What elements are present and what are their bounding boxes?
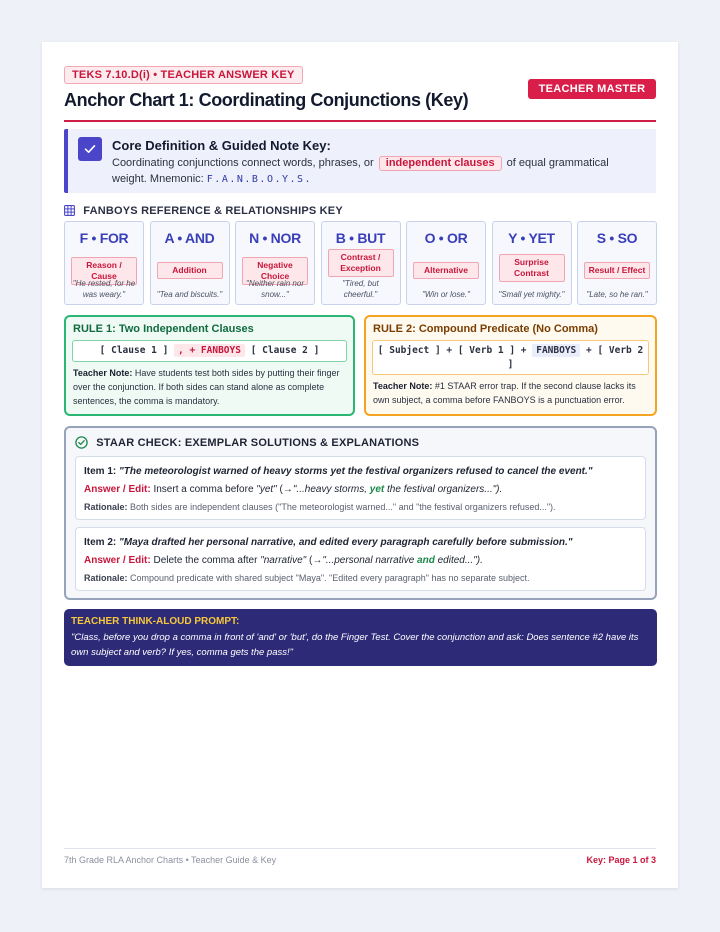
item-question: "The meteorologist warned of heavy storms yet the festival organizers refused to cancel the event." xyxy=(119,466,593,477)
item-rationale-line xyxy=(84,572,637,585)
answer-word: "narrative" xyxy=(260,555,307,566)
formula-clause-2: [ Clause 2 ] xyxy=(250,345,320,356)
formula-clause-1: [ Clause 1 ] xyxy=(99,345,169,356)
answer-word: "yet" xyxy=(256,484,277,495)
definition-box xyxy=(64,129,656,193)
answer-quote-end: edited..."). xyxy=(437,555,483,566)
card-relation: Surprise Contrast xyxy=(499,254,565,282)
answer-label: Answer / Edit: xyxy=(84,555,151,566)
fanboys-cards xyxy=(64,221,657,305)
card-yet xyxy=(492,221,572,305)
answer-label: Answer / Edit: xyxy=(84,484,151,495)
answer-conjunction: yet xyxy=(369,484,385,495)
rule-2-formula xyxy=(372,340,649,375)
item-question-line xyxy=(84,536,637,549)
think-aloud-box xyxy=(64,609,657,666)
check-circle-icon xyxy=(75,436,88,449)
definition-heading: Core Definition & Guided Note Key: xyxy=(112,138,331,153)
card-or xyxy=(406,221,486,305)
card-relation: Alternative xyxy=(413,262,479,279)
note-text: #1 STAAR error trap. If the second clause lacks its own subject, a comma before FANBOYS is a punctuation error. xyxy=(373,381,636,405)
card-relation: Negative Choice xyxy=(242,257,308,285)
definition-text xyxy=(112,155,642,188)
check-icon xyxy=(78,137,102,161)
answer-conjunction: and xyxy=(417,555,435,566)
answer-arrow: (→ xyxy=(279,484,293,495)
card-example: "He rested, for he was weary." xyxy=(72,279,136,299)
card-example: "Neither rain nor snow..." xyxy=(246,279,304,299)
card-title: O • OR xyxy=(424,230,468,246)
formula-subject-verb: [ Subject ] + [ Verb 1 ] + xyxy=(377,345,527,356)
rule-1-note xyxy=(73,366,346,408)
footer-divider xyxy=(64,848,656,849)
rule-2-box xyxy=(364,315,657,416)
card-title: Y • YET xyxy=(508,230,555,246)
card-title: N • NOR xyxy=(249,230,301,246)
card-title: F • FOR xyxy=(79,230,129,246)
teks-tag: TEKS 7.10.D(i) • TEACHER ANSWER KEY xyxy=(64,66,303,84)
answer-quote-start: "...heavy storms, xyxy=(292,484,368,495)
think-aloud-text: "Class, before you drop a comma in front of 'and' or 'but', do the Finger Test. Cover the conjunction and ask: Does sentence #2 have its own subject and verb? If yes, comma gets the pass!" xyxy=(71,632,639,658)
card-title: A • AND xyxy=(164,230,215,246)
rationale-label: Rationale: xyxy=(84,502,128,512)
note-text: Have students test both sides by putting their finger over the conjunction. If both sides can stand alone as complete sentences, the comma is mandatory. xyxy=(73,368,340,406)
item-label: Item 2: xyxy=(84,537,117,548)
card-example: "Win or lose." xyxy=(422,290,470,299)
answer-text: Insert a comma before xyxy=(153,484,254,495)
grid-icon xyxy=(64,205,75,216)
note-label: Teacher Note: xyxy=(73,368,133,378)
formula-verb-2: + [ Verb 2 ] xyxy=(507,345,644,370)
answer-quote-start: "...personal narrative xyxy=(322,555,415,566)
mnemonic: F.A.N.B.O.Y.S. xyxy=(206,174,313,185)
card-relation: Addition xyxy=(157,262,223,279)
card-relation: Reason / Cause xyxy=(71,257,137,285)
item-question: "Maya drafted her personal narrative, and edited every paragraph carefully before submission." xyxy=(119,537,573,548)
definition-text-after: of equal grammatical weight. Mnemonic: xyxy=(112,157,609,185)
staar-heading xyxy=(75,436,419,449)
staar-item xyxy=(75,456,646,520)
card-example: "Small yet mighty." xyxy=(498,290,565,299)
fanboys-heading-text: FANBOYS REFERENCE & RELATIONSHIPS KEY xyxy=(83,205,343,217)
card-title: S • SO xyxy=(596,230,638,246)
card-and xyxy=(150,221,230,305)
footer-page-number: Key: Page 1 of 3 xyxy=(586,855,656,865)
page-title: Anchor Chart 1: Coordinating Conjunctions (Key) xyxy=(64,90,469,110)
card-title: B • BUT xyxy=(335,230,386,246)
fanboys-section-heading xyxy=(64,205,343,217)
rationale-text: Both sides are independent clauses ("The meteorologist warned..." and "the festival organizers refused..."). xyxy=(130,502,556,512)
answer-quote-end: the festival organizers..."). xyxy=(387,484,503,495)
staar-item xyxy=(75,527,646,591)
card-so xyxy=(577,221,657,305)
think-aloud-heading: TEACHER THINK-ALOUD PROMPT: xyxy=(71,616,240,627)
independent-clauses-highlight: independent clauses xyxy=(379,156,502,171)
rule-2-note xyxy=(373,379,648,407)
item-answer-line xyxy=(84,483,637,496)
item-rationale-line xyxy=(84,501,637,514)
answer-text: Delete the comma after xyxy=(153,555,258,566)
rationale-text: Compound predicate with shared subject "Maya". "Edited every paragraph" has no separate subject. xyxy=(130,573,530,583)
card-but xyxy=(321,221,401,305)
card-example: "Tea and biscuits." xyxy=(156,290,223,299)
card-nor xyxy=(235,221,315,305)
rule-2-heading: RULE 2: Compound Predicate (No Comma) xyxy=(373,323,598,335)
answer-arrow: (→ xyxy=(308,555,323,566)
definition-text-before: Coordinating conjunctions connect words, phrases, or xyxy=(112,157,374,169)
footer-left: 7th Grade RLA Anchor Charts • Teacher Guide & Key xyxy=(64,855,277,865)
note-label: Teacher Note: xyxy=(373,381,433,391)
rule-1-formula xyxy=(72,340,347,362)
worksheet-page xyxy=(42,42,678,888)
teacher-master-badge: TEACHER MASTER xyxy=(528,79,656,99)
rule-1-heading: RULE 1: Two Independent Clauses xyxy=(73,323,254,335)
formula-fanboys: FANBOYS xyxy=(532,344,580,357)
staar-check-box xyxy=(64,426,657,600)
rationale-label: Rationale: xyxy=(84,573,128,583)
item-question-line xyxy=(84,465,637,478)
formula-comma-fanboys: , + FANBOYS xyxy=(174,344,245,357)
card-for xyxy=(64,221,144,305)
card-relation: Contrast / Exception xyxy=(328,249,394,277)
staar-heading-text: STAAR CHECK: EXEMPLAR SOLUTIONS & EXPLANATIONS xyxy=(96,437,420,449)
item-answer-line xyxy=(84,554,637,567)
title-divider xyxy=(64,120,656,122)
rule-1-box xyxy=(64,315,355,416)
card-relation: Result / Effect xyxy=(584,262,650,279)
item-label: Item 1: xyxy=(84,466,117,477)
card-example: "Late, so he ran." xyxy=(586,290,648,299)
card-example: "Tired, but cheerful." xyxy=(342,279,379,299)
